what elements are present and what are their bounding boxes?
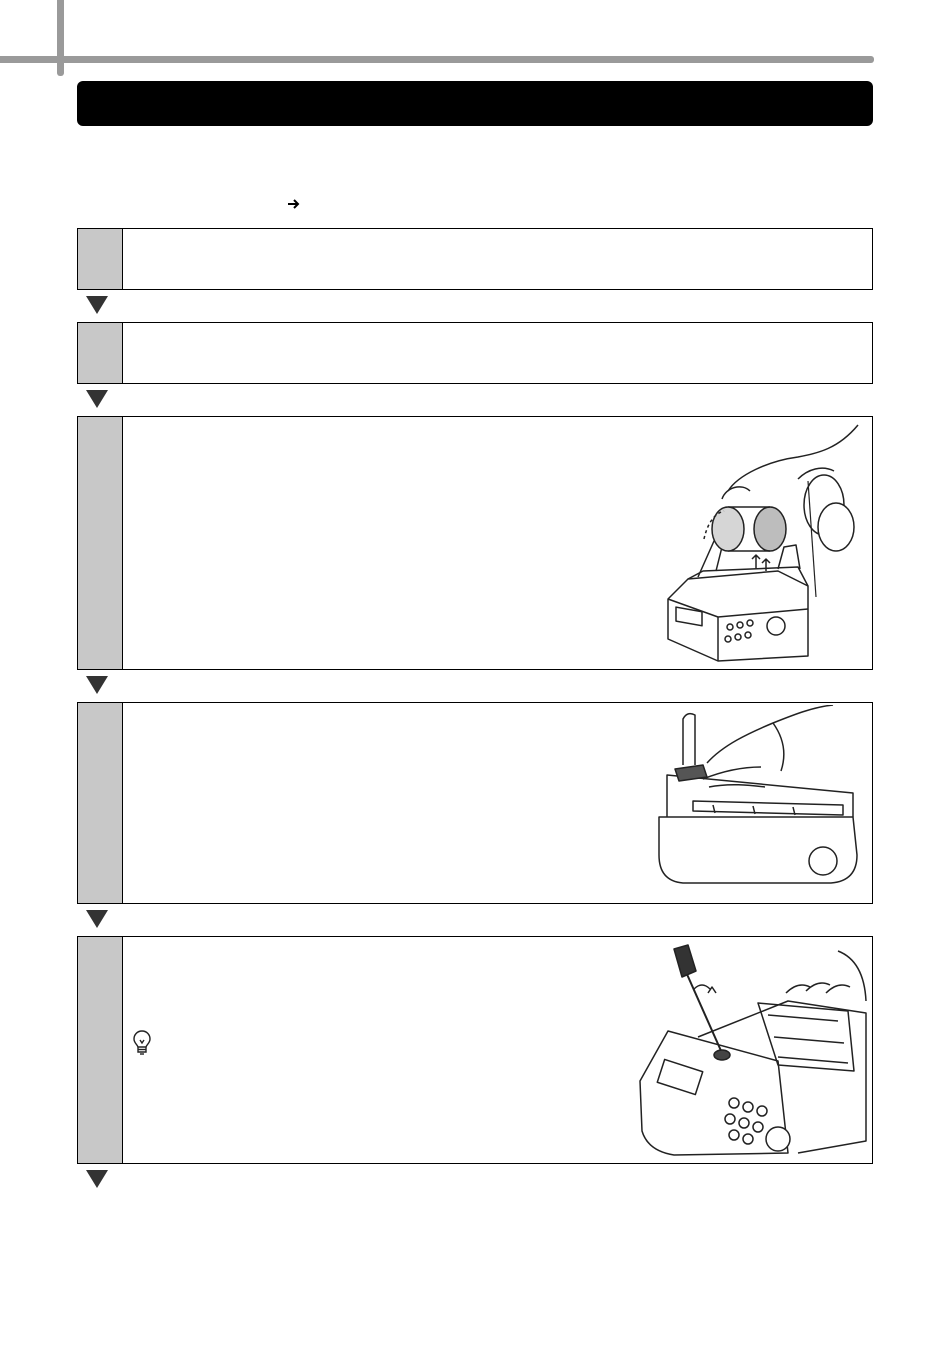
- step-2-tab: [78, 323, 123, 383]
- step-2: [77, 322, 873, 384]
- down-arrow-icon: [86, 910, 108, 928]
- lightbulb-icon: [133, 1030, 151, 1056]
- down-arrow-icon: [86, 676, 108, 694]
- step-5-tab: [78, 937, 123, 1163]
- arrow-right-icon: [287, 198, 301, 213]
- step-4-tab: [78, 703, 123, 903]
- step-1: [77, 228, 873, 290]
- printer-roll-removal-illustration: [658, 421, 870, 665]
- step-1-tab: [78, 229, 123, 289]
- step-4: [77, 702, 873, 904]
- step-3-tab: [78, 417, 123, 669]
- down-arrow-icon: [86, 1170, 108, 1188]
- cutter-unit-removal-illustration: [653, 705, 863, 891]
- down-arrow-icon: [86, 296, 108, 314]
- step-3: [77, 416, 873, 670]
- page-frame-vertical-line: [57, 0, 64, 76]
- down-arrow-icon: [86, 390, 108, 408]
- section-title-bar: [77, 81, 873, 126]
- step-5: [77, 936, 873, 1164]
- page-frame-horizontal-line: [0, 56, 874, 63]
- screwdriver-illustration: [638, 941, 870, 1161]
